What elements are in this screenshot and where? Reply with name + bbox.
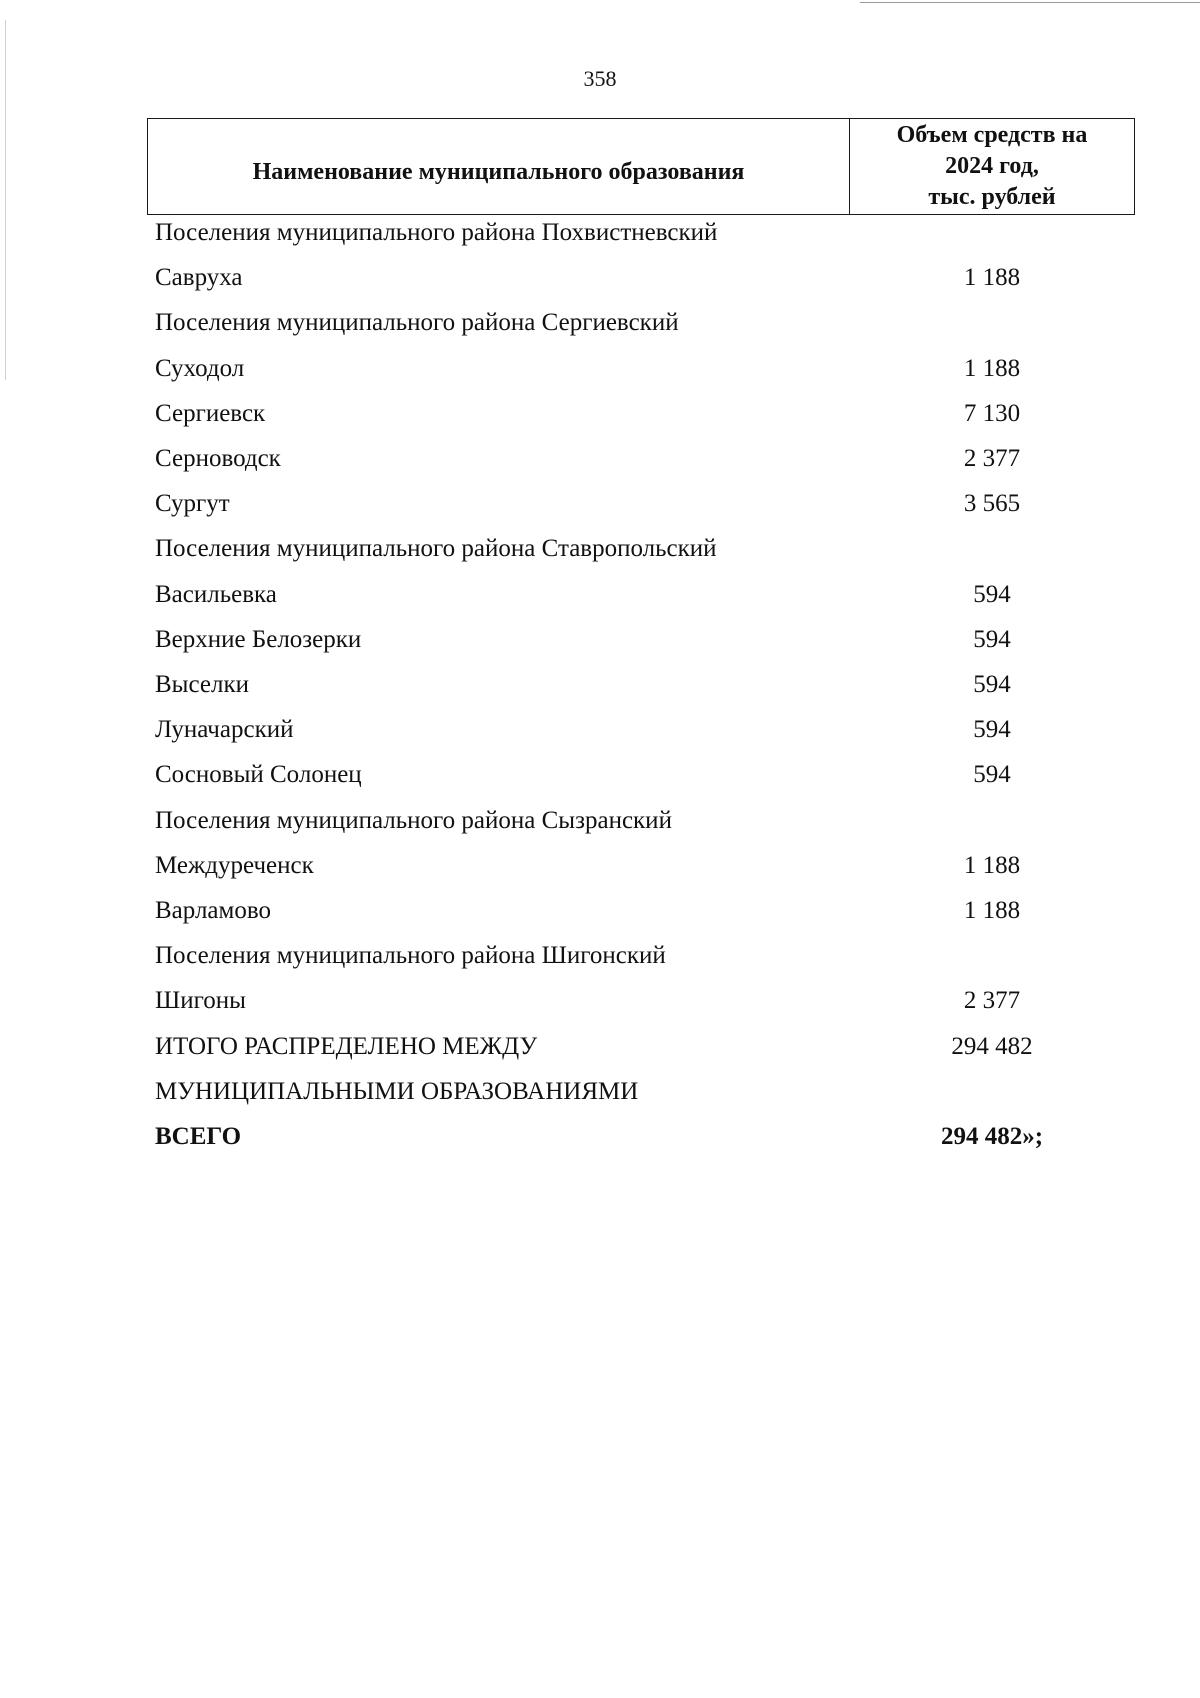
row-name: Васильевка [155,580,277,608]
row-name: Поселения муниципального района Сызранский [155,806,672,834]
row-value: 294 482»; [940,1123,1044,1150]
row-name: Сергиевск [155,399,266,427]
row-name: Савруха [155,264,243,292]
row-name: Поселения муниципального района Шигонский [155,942,666,970]
table-row [0,806,1200,836]
row-value: 594 [973,761,1011,789]
table-row [0,670,1200,700]
table-row [0,534,1200,564]
row-value: 594 [973,716,1011,744]
row-name: Сургут [155,490,230,518]
header-volume-column: Объем средств на 2024 год, тыс. рублей [896,122,1088,210]
table-row [0,986,1200,1016]
row-value: 3 565 [963,490,1021,518]
row-value: 594 [973,625,1011,653]
header-name-column: Наименование муниципального образования [148,119,850,214]
table-row [0,851,1200,881]
row-name: Поселения муниципального района Похвистневский [155,219,718,246]
row-value: 594 [973,671,1011,698]
row-value: 294 482 [951,1032,1033,1060]
row-value: 7 130 [963,399,1021,427]
row-name: Серноводск [155,445,281,472]
row-name: Междуреченск [155,851,314,879]
row-name: МУНИЦИПАЛЬНЫМИ ОБРАЗОВАНИЯМИ [155,1077,639,1105]
row-value: 594 [973,580,1011,608]
page-number: 358 [583,66,617,91]
table-row [0,308,1200,338]
table-row [0,941,1200,971]
table-header [147,118,1135,215]
table-row [0,399,1200,429]
table-row [0,218,1200,248]
scan-top-line [860,2,1200,3]
table-row [0,625,1200,655]
row-name: Поселения муниципального района Сергиевский [155,309,679,337]
row-name: ВСЕГО [155,1123,242,1150]
row-name: ИТОГО РАСПРЕДЕЛЕНО МЕЖДУ [155,1032,538,1060]
table-row [0,896,1200,926]
row-value: 1 188 [963,354,1021,382]
row-value: 1 188 [963,851,1021,879]
row-name: Луначарский [155,716,294,744]
row-name: Поселения муниципального района Ставропольский [155,535,717,563]
row-value: 1 188 [963,264,1021,292]
table-row [0,1032,1200,1062]
row-name: Суходол [155,354,245,382]
row-value: 2 377 [963,987,1021,1015]
table-row [0,354,1200,384]
row-name: Выселки [155,671,249,698]
table-row [0,715,1200,745]
row-value: 1 188 [963,897,1021,924]
table-row [0,444,1200,474]
table-row [0,760,1200,790]
table-row [0,489,1200,519]
table-row [0,1077,1200,1107]
row-value: 2 377 [963,445,1021,472]
row-name: Шигоны [155,987,246,1015]
table-row [0,263,1200,293]
table-row [0,580,1200,610]
row-name: Сосновый Солонец [155,761,362,789]
row-name: Варламово [155,897,271,924]
table-row [0,1122,1200,1152]
row-name: Верхние Белозерки [155,625,362,653]
